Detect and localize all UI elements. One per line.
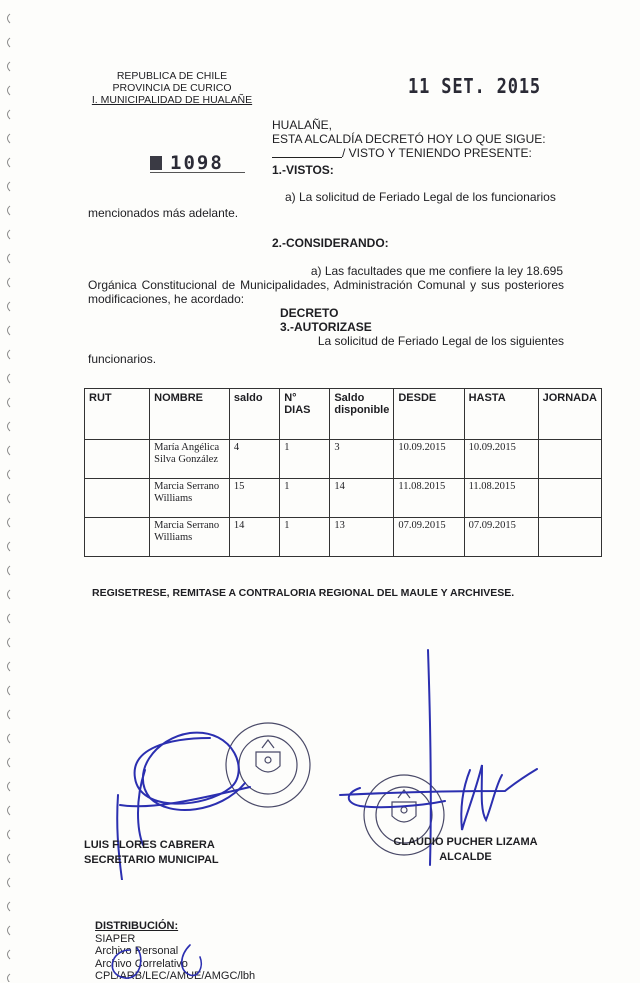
distribution-title: DISTRIBUCIÓN: (95, 920, 179, 932)
cell-desde: 10.09.2015 (394, 440, 464, 479)
binder-hole-icon (8, 302, 11, 311)
column-header-rut: RUT (85, 389, 150, 440)
table-row (85, 518, 602, 557)
binder-hole-icon (8, 158, 11, 167)
cell-saldo: 4 (229, 440, 279, 479)
left-signatory (84, 838, 219, 868)
place-line: HUALAÑE, (272, 118, 333, 132)
cell-disponible: 14 (330, 479, 394, 518)
binder-hole-icon (8, 590, 11, 599)
column-header-dias: N° DIAS (280, 389, 330, 440)
binder-hole-icon (8, 926, 11, 935)
column-header-hasta: HASTA (464, 389, 538, 440)
cell-desde: 11.08.2015 (394, 479, 464, 518)
table-row (85, 479, 602, 518)
cell-jornada (538, 518, 601, 557)
cell-dias: 1 (280, 518, 330, 557)
decreto-line: ESTA ALCALDÍA DECRETÓ HOY LO QUE SIGUE: (272, 132, 546, 146)
cell-nombre: Marcia Serrano Williams (150, 479, 230, 518)
autoriza-heading: 3.-AUTORIZASE (280, 320, 372, 334)
cell-saldo: 15 (229, 479, 279, 518)
column-header-nombre: NOMBRE (150, 389, 230, 440)
binder-hole-icon (8, 350, 11, 359)
left-signatory-name: LUIS FLORES CABRERA (84, 839, 215, 851)
cell-hasta: 07.09.2015 (464, 518, 538, 557)
binder-hole-icon (8, 950, 11, 959)
cell-jornada (538, 440, 601, 479)
binder-hole-icon (8, 326, 11, 335)
cell-jornada (538, 479, 601, 518)
binder-hole-icon (8, 230, 11, 239)
column-header-jornada: JORNADA (538, 389, 601, 440)
decreto-heading: DECRETO (280, 306, 339, 320)
autoriza-paragraph-start: La solicitud de Feriado Legal de los siguientes (317, 334, 564, 348)
cell-dias: 1 (280, 440, 330, 479)
column-header-saldo: saldo (229, 389, 279, 440)
list-item: CPL/ARB/LEC/AMUE/AMGC/lbh (95, 970, 256, 982)
binder-hole-icon (8, 86, 11, 95)
binder-hole-icon (8, 38, 11, 47)
letterhead-province: PROVINCIA DE CURICO (112, 82, 232, 94)
date-stamp: 11 SET. 2015 (408, 74, 542, 98)
closing-instruction: REGISETRESE, REMITASE A CONTRALORIA REGIONAL DEL MAULE Y ARCHIVESE. (92, 587, 515, 599)
binder-hole-icon (8, 470, 11, 479)
binder-hole-icon (8, 374, 11, 383)
cell-hasta: 11.08.2015 (464, 479, 538, 518)
letterhead-country: REPUBLICA DE CHILE (116, 70, 228, 82)
column-header-desde: DESDE (394, 389, 464, 440)
blank-line (272, 157, 342, 158)
binder-hole-icon (8, 182, 11, 191)
stamp-mark-icon (150, 156, 162, 170)
decree-number: 1098 (170, 152, 224, 174)
cell-rut (85, 440, 150, 479)
considerando-paragraph-rest: Orgánica Constitucional de Municipalidades, Administración Comunal y sus posteriores modificaciones, he acordado: (88, 278, 564, 306)
cell-nombre: María Angélica Silva González (150, 440, 230, 479)
right-signatory (388, 835, 543, 865)
left-signatory-title: SECRETARIO MUNICIPAL (84, 854, 219, 866)
binder-hole-icon (8, 398, 11, 407)
leave-table (84, 388, 602, 557)
binder-hole-icon (8, 542, 11, 551)
right-signatory-name: CLAUDIO PUCHER LIZAMA (393, 836, 538, 848)
visto-line: / VISTO Y TENIENDO PRESENTE: (342, 146, 532, 160)
binder-hole-icon (8, 278, 11, 287)
list-item: SIAPER (95, 932, 136, 945)
list-item: Archivo Correlativo (95, 957, 188, 970)
cell-rut (85, 479, 150, 518)
autoriza-paragraph-end: funcionarios. (88, 352, 157, 366)
considerando-heading: 2.-CONSIDERANDO: (272, 236, 389, 250)
cell-desde: 07.09.2015 (394, 518, 464, 557)
binder-hole-icon (8, 206, 11, 215)
cell-disponible: 3 (330, 440, 394, 479)
cell-dias: 1 (280, 479, 330, 518)
binder-hole-icon (8, 134, 11, 143)
decree-number-underline (150, 172, 245, 173)
binder-hole-icon (8, 14, 11, 23)
binder-hole-icon (8, 974, 11, 982)
table-row (85, 440, 602, 479)
binder-hole-icon (8, 566, 11, 575)
right-signatory-title: ALCALDE (439, 851, 492, 863)
considerando-paragraph-start: a) Las facultades que me confiere la ley 18.695 (310, 264, 563, 278)
initials-scribble-icon (100, 930, 240, 982)
binder-hole-icon (8, 110, 11, 119)
binder-hole-icon (8, 518, 11, 527)
binder-hole-icon (8, 254, 11, 263)
binder-hole-icon (8, 62, 11, 71)
cell-nombre: Marcia Serrano Williams (150, 518, 230, 557)
binder-hole-icon (8, 422, 11, 431)
cell-hasta: 10.09.2015 (464, 440, 538, 479)
table-header-row (85, 389, 602, 440)
right-signature-icon (340, 650, 537, 865)
vistos-paragraph-end: mencionados más adelante. (88, 206, 239, 220)
letterhead-municipality: I. MUNICIPALIDAD DE HUALAÑE (91, 94, 253, 106)
vistos-paragraph-start: a) La solicitud de Feriado Legal de los funcionarios (285, 190, 556, 204)
letterhead (82, 70, 262, 106)
list-item: Archivo Personal (95, 945, 179, 957)
cell-rut (85, 518, 150, 557)
binder-hole-icon (8, 446, 11, 455)
binder-hole-icon (8, 902, 11, 911)
decree-number-stamp (150, 152, 224, 174)
binder-hole-icon (8, 494, 11, 503)
vistos-heading: 1.-VISTOS: (272, 163, 334, 177)
cell-disponible: 13 (330, 518, 394, 557)
column-header-disponible: Saldo disponible (330, 389, 394, 440)
cell-saldo: 14 (229, 518, 279, 557)
